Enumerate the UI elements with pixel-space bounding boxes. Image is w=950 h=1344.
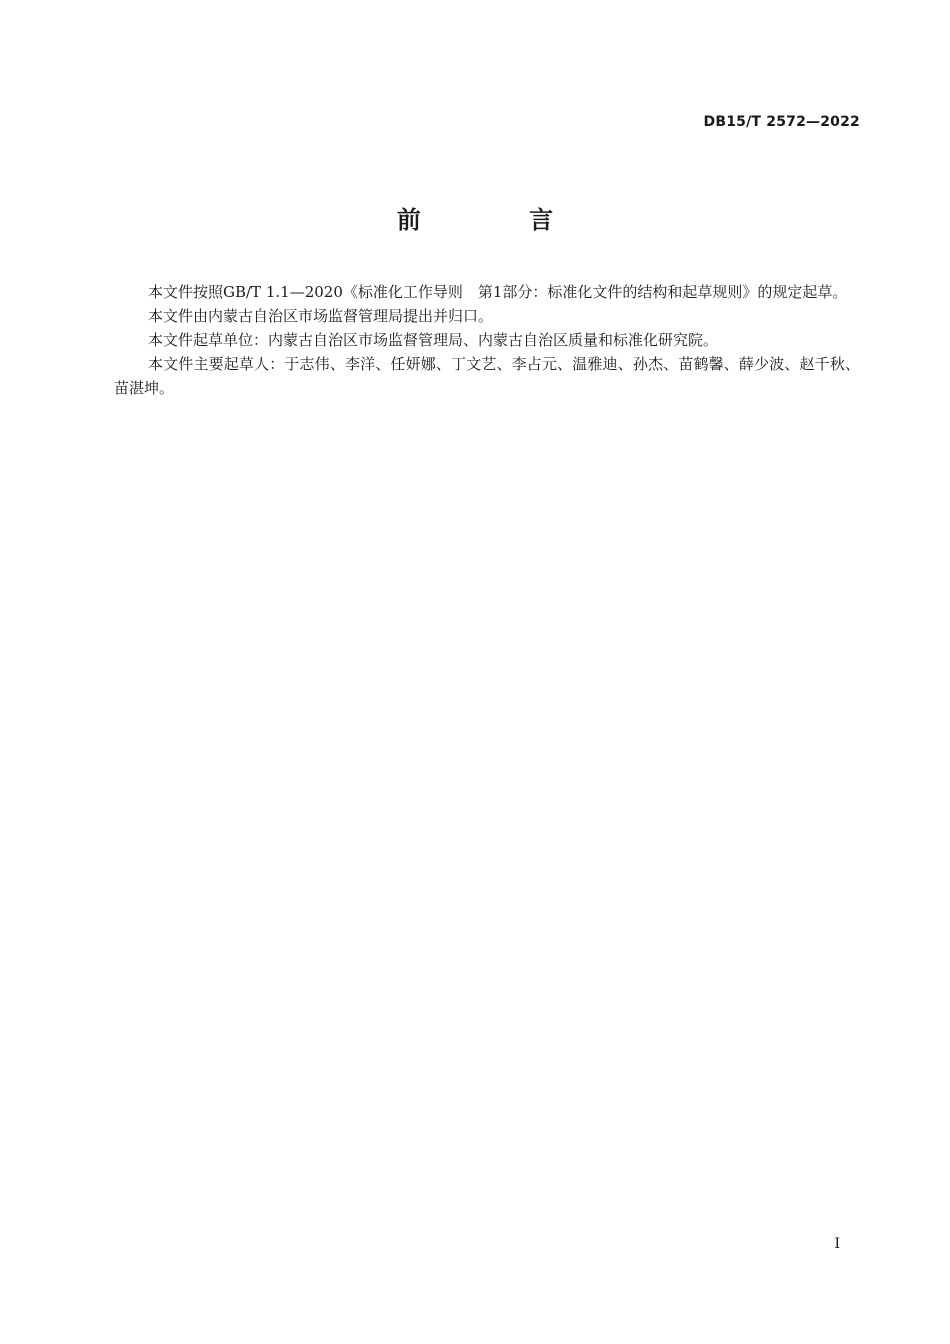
page-title: 前 言 [396, 206, 604, 234]
preface-paragraph-proposer: 本文件由内蒙古自治区市场监督管理局提出并归口。 [148, 307, 494, 325]
document-code: DB15/T 2572—2022 [703, 114, 860, 130]
preface-paragraph-drafting-rule: 本文件按照GB/T 1.1—2020《标准化工作导则 第1部分：标准化文件的结构和起草规则》的规定起草。 [148, 283, 848, 301]
preface-paragraph-drafting-units: 本文件起草单位：内蒙古自治区市场监督管理局、内蒙古自治区质量和标准化研究院。 [148, 331, 719, 349]
preface-body [114, 280, 860, 400]
page-number: I [834, 1236, 840, 1252]
preface-paragraph-drafters: 本文件主要起草人：于志伟、李洋、任妍娜、丁文艺、李占元、温雅迪、孙杰、苗鹤馨、薛少波、赵千秋、苗湛坤。 [114, 355, 860, 397]
